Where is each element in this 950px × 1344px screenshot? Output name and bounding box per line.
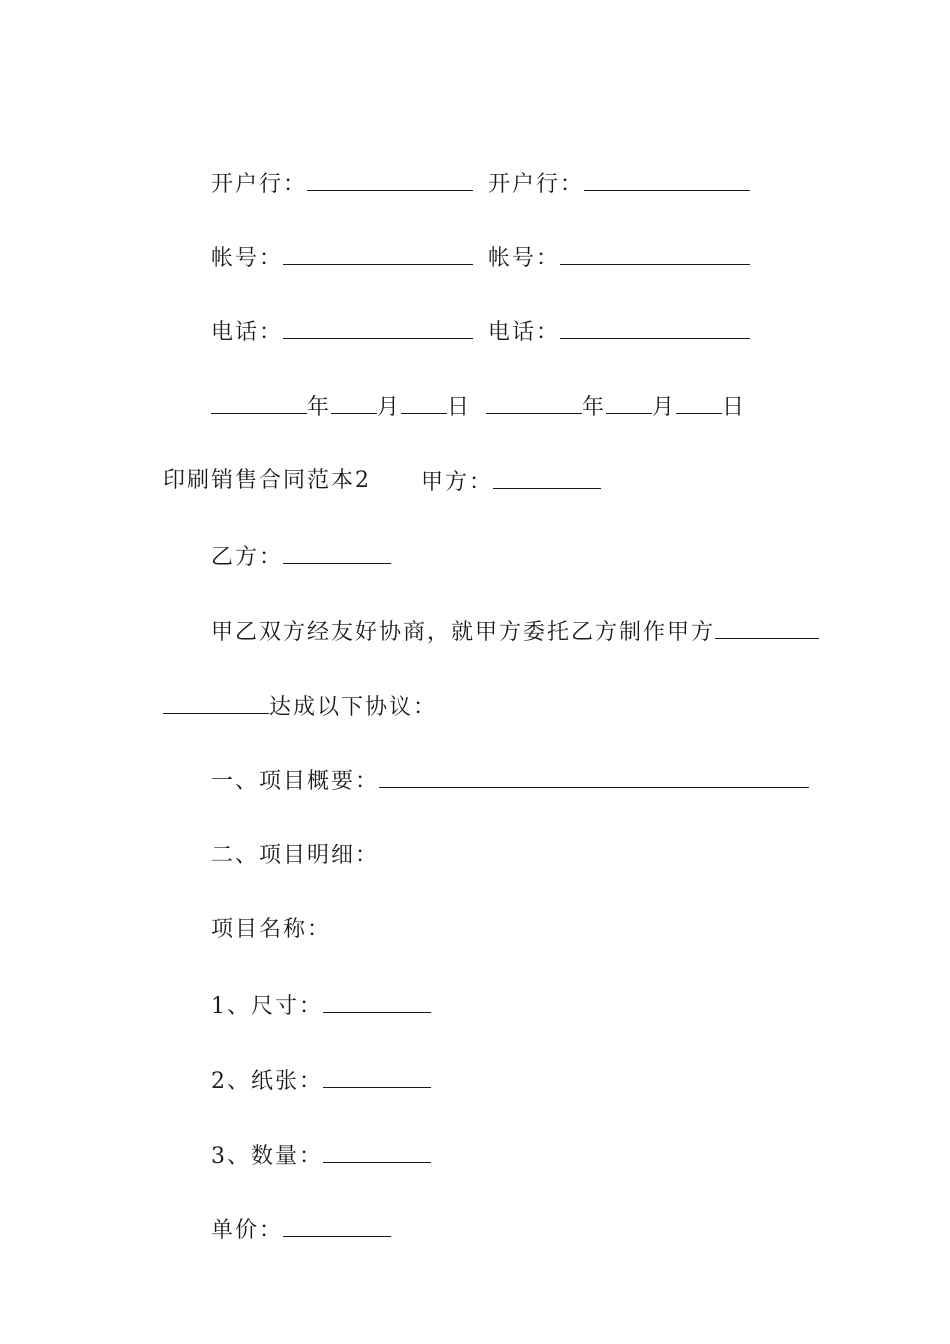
party-a-blank[interactable]: [493, 466, 601, 489]
intro-blank-2[interactable]: [163, 691, 269, 714]
section-1-blank[interactable]: [379, 765, 809, 788]
phone-row-b: [470, 286, 750, 348]
quantity-label: 3、数量：: [211, 1144, 323, 1169]
date-row-a: [193, 361, 471, 423]
section-2-label: 二、项目明细：: [211, 843, 380, 868]
year-blank-a[interactable]: [211, 391, 307, 414]
bank-row-b: [470, 138, 750, 200]
month-label-b: 月: [652, 395, 677, 420]
paper-row: [193, 1035, 431, 1097]
party-a-label: 甲方：: [421, 470, 494, 495]
intro-line: [193, 586, 819, 648]
account-label-a: 帐号：: [211, 246, 284, 271]
year-label-a: 年: [307, 395, 332, 420]
paper-blank[interactable]: [323, 1065, 431, 1088]
item-name-row: [193, 885, 331, 945]
account-label-b: 帐号：: [488, 246, 561, 271]
phone-label-b: 电话：: [488, 320, 561, 345]
day-blank-a[interactable]: [401, 391, 447, 414]
month-blank-b[interactable]: [606, 391, 652, 414]
account-row-b: [470, 212, 750, 274]
section-1-label: 一、项目概要：: [211, 769, 380, 794]
agreement-text: 达成以下协议：: [269, 695, 438, 720]
intro-text: 甲乙双方经友好协商，就甲方委托乙方制作甲方: [211, 620, 716, 645]
bank-label-a: 开户行：: [211, 172, 308, 197]
party-b-label: 乙方：: [211, 545, 284, 570]
paper-label: 2、纸张：: [211, 1069, 323, 1094]
bank-label-b: 开户行：: [488, 172, 585, 197]
contract-title: 印刷销售合同范本2: [163, 468, 371, 493]
intro-line-2: [145, 661, 437, 723]
phone-label-a: 电话：: [211, 320, 284, 345]
date-row-b: [468, 361, 746, 423]
contract-title-row: [145, 436, 371, 496]
unit-price-label: 单价：: [211, 1218, 284, 1243]
bank-blank-a[interactable]: [307, 168, 473, 191]
phone-blank-a[interactable]: [283, 316, 473, 339]
section-1-row: [193, 735, 809, 797]
item-name-label: 项目名称：: [211, 917, 332, 942]
month-blank-a[interactable]: [331, 391, 377, 414]
year-blank-b[interactable]: [486, 391, 582, 414]
account-blank-a[interactable]: [283, 242, 473, 265]
quantity-blank[interactable]: [323, 1140, 431, 1163]
bank-row: [193, 138, 473, 200]
party-b-blank[interactable]: [283, 541, 391, 564]
unit-price-row: [193, 1184, 391, 1246]
phone-row: [193, 286, 473, 348]
size-row: [193, 960, 431, 1022]
bank-blank-b[interactable]: [584, 168, 750, 191]
day-label-b: 日: [722, 395, 747, 420]
day-label-a: 日: [447, 395, 472, 420]
party-a-row: [403, 436, 601, 498]
quantity-row: [193, 1110, 431, 1172]
intro-blank-1[interactable]: [715, 616, 819, 639]
day-blank-b[interactable]: [676, 391, 722, 414]
month-label-a: 月: [377, 395, 402, 420]
account-blank-b[interactable]: [560, 242, 750, 265]
size-label: 1、尺寸：: [211, 994, 323, 1019]
account-row: [193, 212, 473, 274]
unit-price-blank[interactable]: [283, 1214, 391, 1237]
year-label-b: 年: [582, 395, 607, 420]
party-b-row: [193, 511, 391, 573]
phone-blank-b[interactable]: [560, 316, 750, 339]
size-blank[interactable]: [323, 990, 431, 1013]
section-2-row: [193, 811, 379, 871]
